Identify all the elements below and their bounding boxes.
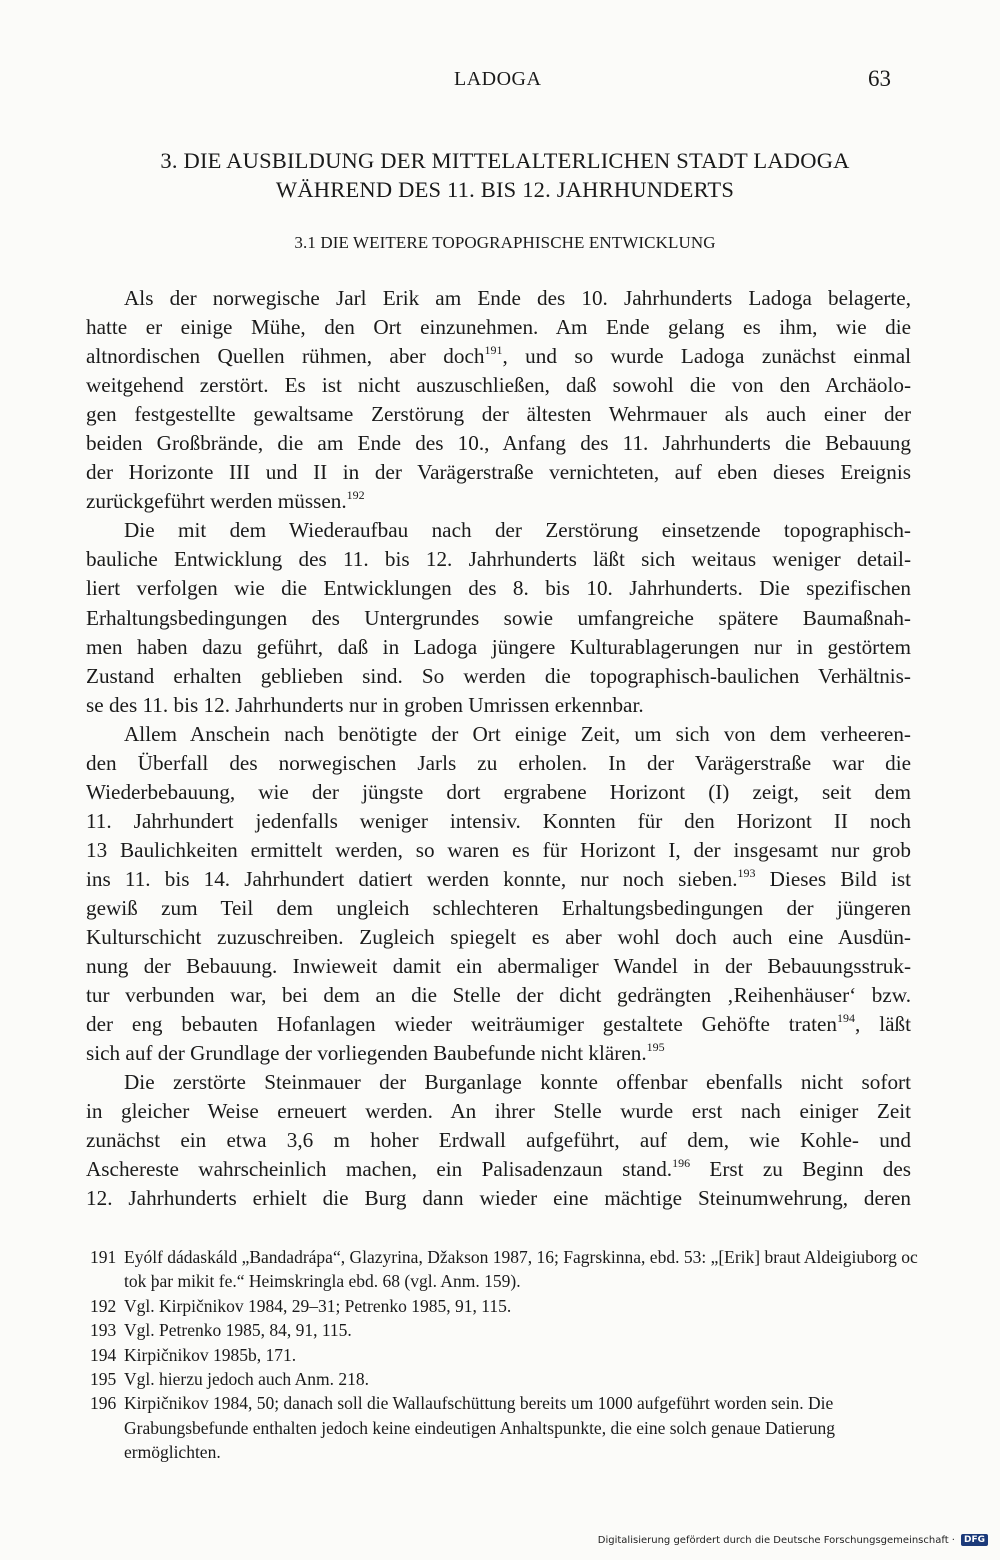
footnote — [90, 1294, 920, 1318]
footnote-number: 193 — [90, 1320, 117, 1341]
body-line — [86, 894, 911, 923]
chapter-title-line: WÄHREND DES 11. BIS 12. JAHRHUNDERTS — [275, 177, 735, 202]
body-line — [86, 400, 911, 429]
body-line-text: Aschereste wahrscheinlich machen, ein Palisadenzaun stand. — [86, 1157, 673, 1182]
body-line — [86, 1039, 911, 1068]
body-line — [86, 691, 911, 720]
body-line-text: Erhaltungsbedingungen des Untergrundes sowie umfangreiche spätere Baumaßnah- — [86, 605, 911, 630]
body-line-text: sich auf der Grundlage der vorliegenden Baubefunde nicht klären. — [86, 1041, 647, 1066]
footnote-number: 192 — [90, 1295, 117, 1316]
body-line-text: Als der norwegische Jarl Erik am Ende des 10. Jahrhunderts Ladoga belagerte, — [124, 286, 911, 310]
body-line — [86, 865, 911, 894]
footnote-number: 191 — [90, 1247, 117, 1267]
body-line-text: zurückgeführt werden müssen. — [86, 489, 347, 514]
body-line — [86, 662, 911, 691]
body-line — [86, 749, 911, 778]
body-line — [86, 1010, 911, 1039]
body-line — [86, 836, 911, 865]
body-line — [86, 371, 911, 400]
footnote-text: Vgl. Petrenko 1985, 84, 91, 115. — [124, 1320, 352, 1341]
body-line — [86, 778, 911, 807]
body-line-text: zunächst ein etwa 3,6 m hoher Erdwall aufgeführt, auf dem, wie Kohle- und — [86, 1128, 911, 1153]
section-title: 3.1 DIE WEITERE TOPOGRAPHISCHE ENTWICKLUNG — [294, 233, 716, 252]
body-line-text: Allem Anschein nach benötigte der Ort einige Zeit, um sich von dem verheeren- — [124, 721, 911, 746]
body-line — [86, 429, 911, 458]
body-line-text: tur verbunden war, bei dem an die Stelle der dicht gedrängten ‚Reihenhäuser‘ bzw. — [86, 983, 911, 1008]
credit-text: Digitalisierung gefördert durch die Deutsche Forschungsgemeinschaft · — [597, 1534, 955, 1546]
body-line — [86, 574, 911, 603]
footnote-text: Eyólf dádaskáld „Bandadrápa“, Glazyrina, Džakson 1987, 16; Fagrskinna, ebd. 53: „[Erik] braut Aldeigiuborg oc tok þar mikit fe.“ Heimskringla ebd. 68 (vgl. Anm. 159). — [124, 1247, 918, 1292]
body-line-text: Kulturschicht zuzuschreiben. Zugleich spiegelt es aber wohl doch auch eine Ausdün- — [86, 925, 911, 950]
body-line — [86, 1126, 911, 1155]
footnote-ref[interactable]: 196 — [672, 1156, 691, 1171]
footnote — [90, 1367, 920, 1391]
body-line — [86, 952, 911, 981]
body-line — [86, 633, 911, 662]
footnote-text: Vgl. hierzu jedoch auch Anm. 218. — [124, 1369, 369, 1390]
footnote-ref[interactable]: 194 — [837, 1011, 856, 1026]
body-line — [86, 1097, 911, 1126]
body-line-text: gen festgestellte gewaltsame Zerstörung der ältesten Wehrmauer als auch einer der — [86, 402, 911, 427]
body-line-text: der Horizonte III und II in der Varägerstraße vernichteten, auf eben dieses Ereignis — [86, 460, 911, 485]
body-line — [86, 1155, 911, 1184]
footnote — [90, 1245, 920, 1294]
footnote-number: 195 — [90, 1369, 117, 1390]
body-line — [86, 807, 911, 836]
body-line-text: altnordischen Quellen rühmen, aber doch — [86, 344, 485, 369]
body-line — [86, 1068, 911, 1097]
body-line-text: Die zerstörte Steinmauer der Burganlage konnte offenbar ebenfalls nicht sofort — [124, 1070, 911, 1095]
body-line — [86, 981, 911, 1010]
running-head-title: LADOGA — [454, 68, 542, 90]
body-line-text: weitgehend zerstört. Es ist nicht auszuschließen, daß sowohl die von den Archäolo- — [86, 373, 911, 398]
body-line — [86, 342, 911, 371]
footnote-text: Kirpičnikov 1984, 50; danach soll die Wallaufschüttung bereits um 1000 aufgeführt worden sein. Die Grabungsbefunde enthalten jedoch keine eindeutigen Anhaltspunkte, die eine solch genaue Datierung ermöglichten. — [124, 1393, 835, 1463]
body-line-text: beiden Großbrände, die am Ende des 10., Anfang des 11. Jahrhunderts die Bebauung — [86, 431, 911, 456]
body-line-text: in gleicher Weise erneuert werden. An ihrer Stelle wurde erst nach einiger Zeit — [86, 1099, 911, 1124]
body-line — [86, 458, 911, 487]
body-line-text: Erst zu Beginn des — [690, 1157, 911, 1182]
body-line — [86, 487, 911, 516]
running-head — [0, 68, 1000, 98]
footnote-text: Vgl. Kirpičnikov 1984, 29–31; Petrenko 1985, 91, 115. — [124, 1295, 512, 1316]
body-line-text: se des 11. bis 12. Jahrhunderts nur in groben Umrissen erkennbar. — [86, 692, 644, 717]
body-line-text: 12. Jahrhunderts erhielt die Burg dann wieder eine mächtige Steinumwehrung, deren — [86, 1186, 911, 1211]
footnote-ref[interactable]: 192 — [346, 488, 365, 503]
body-line-text: hatte er einige Mühe, den Ort einzunehmen. Am Ende gelang es ihm, wie die — [86, 315, 911, 340]
footnote-number: 194 — [90, 1344, 117, 1365]
body-line-text: Die mit dem Wiederaufbau nach der Zerstörung einsetzende topographisch- — [124, 518, 911, 543]
chapter-title-line: 3. DIE AUSBILDUNG DER MITTELALTERLICHEN STADT LADOGA — [160, 148, 850, 173]
body-line-text: ins 11. bis 14. Jahrhundert datiert werden konnte, nur noch sieben. — [86, 866, 738, 891]
body-line — [86, 284, 911, 313]
body-line-text: , läßt — [855, 1012, 911, 1037]
body-line-text: bauliche Entwicklung des 11. bis 12. Jahrhunderts läßt sich weitaus weniger detail- — [86, 547, 911, 572]
body-line-text: men haben dazu geführt, daß in Ladoga jüngere Kulturablagerungen nur in gestörtem — [86, 634, 911, 659]
body-line-text: 13 Baulichkeiten ermittelt werden, so waren es für Horizont I, der insgesamt nur grob — [86, 837, 911, 862]
footnote-ref[interactable]: 195 — [646, 1040, 665, 1055]
body-line — [86, 545, 911, 574]
body-line — [86, 720, 911, 749]
dfg-logo: DFG — [961, 1534, 988, 1546]
body-line — [86, 516, 911, 545]
body-line — [86, 923, 911, 952]
footnote-ref[interactable]: 193 — [737, 865, 756, 880]
body-line-text: , und so wurde Ladoga zunächst einmal — [502, 344, 911, 369]
body-line-text: Zustand erhalten geblieben sind. So werden die topographisch-baulichen Verhältnis- — [86, 663, 911, 688]
footnotes — [90, 1245, 920, 1465]
body-line-text: 11. Jahrhundert jedenfalls weniger intensiv. Konnten für den Horizont II noch — [86, 808, 911, 833]
body-line-text: gewiß zum Teil dem ungleich schlechteren Erhaltungsbedingungen der jüngeren — [86, 895, 911, 920]
footnote — [90, 1318, 920, 1342]
body-text — [86, 284, 911, 1214]
body-line-text: der eng bebauten Hofanlagen wieder weiträumiger gestaltete Gehöfte traten — [86, 1012, 838, 1037]
page-number: 63 — [868, 66, 891, 91]
body-line — [86, 604, 911, 633]
footnote-number: 196 — [90, 1393, 117, 1414]
footnote-text: Kirpičnikov 1985b, 171. — [124, 1344, 297, 1365]
body-line-text: nung der Bebauung. Inwieweit damit ein abermaliger Wandel in der Bebauungsstruk- — [86, 954, 911, 979]
footnote — [90, 1391, 920, 1464]
footnote — [90, 1343, 920, 1367]
digitization-credit — [598, 1534, 988, 1546]
body-line — [86, 313, 911, 342]
chapter-title — [100, 146, 910, 204]
body-line — [86, 1184, 911, 1213]
body-line-text: den Überfall des norwegischen Jarls zu erholen. In der Varägerstraße war die — [86, 750, 911, 775]
footnote-ref[interactable]: 191 — [484, 343, 503, 358]
body-line-text: liert verfolgen wie die Entwicklungen des 8. bis 10. Jahrhunderts. Die spezifischen — [86, 576, 911, 601]
body-line-text: Wiederbebauung, wie der jüngste dort ergrabene Horizont (I) zeigt, seit dem — [86, 779, 911, 804]
body-line-text: Dieses Bild ist — [755, 866, 911, 891]
